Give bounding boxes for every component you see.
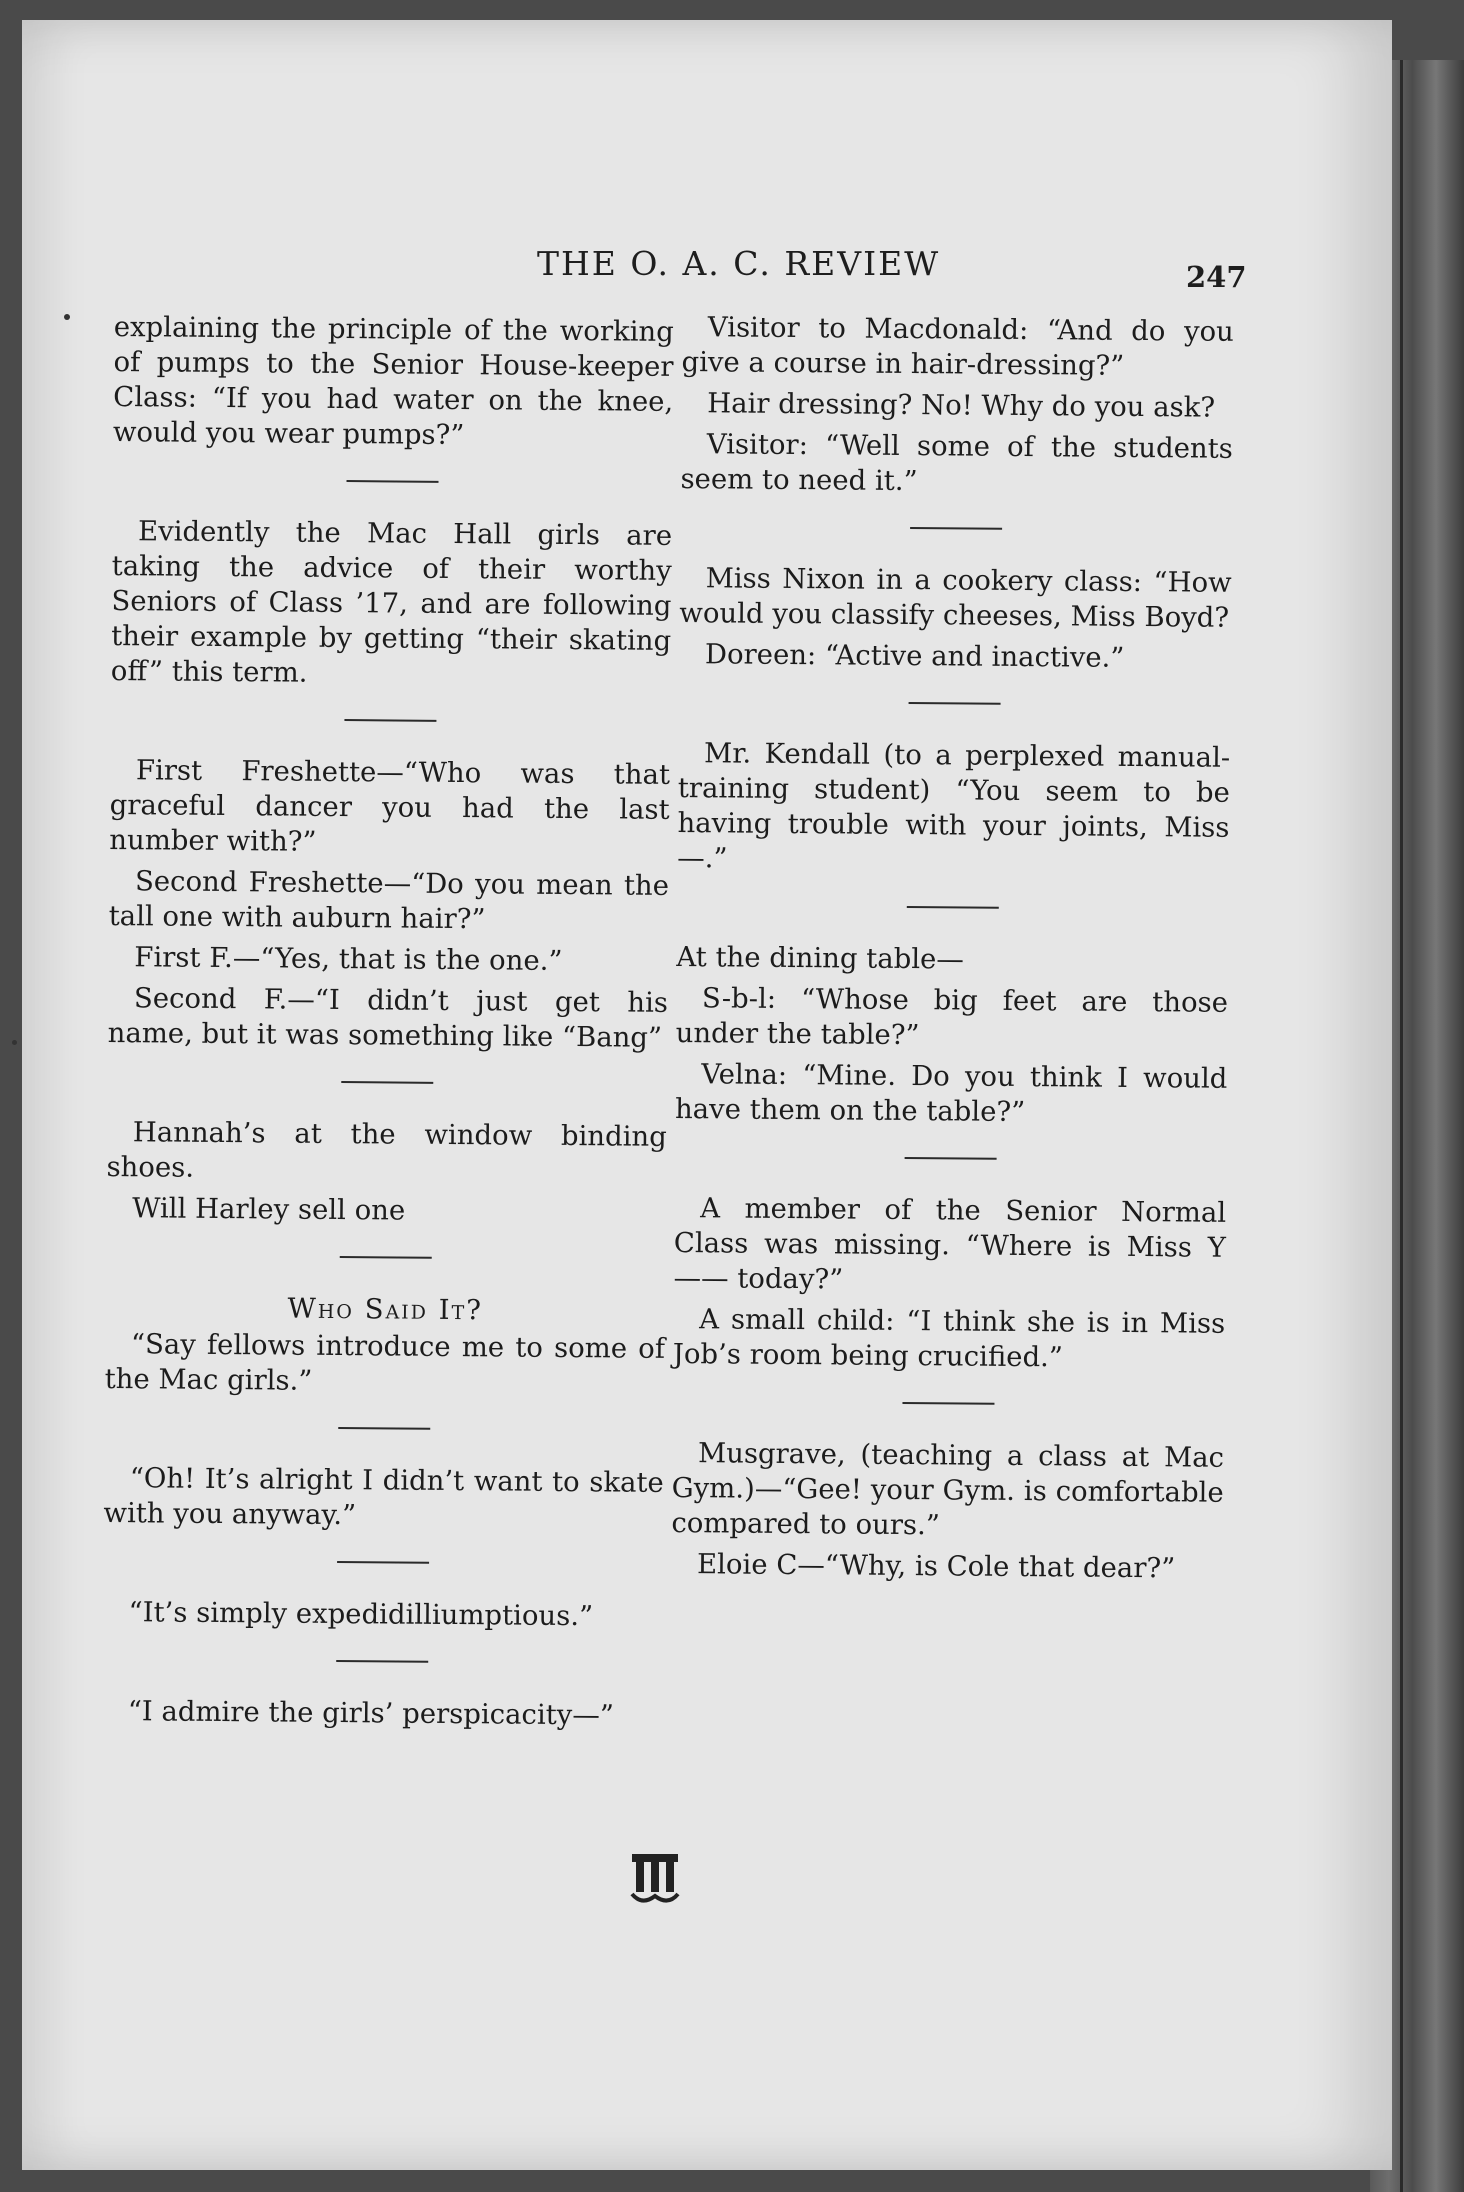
who-said-quote-2: “Oh! It’s alright I didn’t want to skate with you anyway.” — [103, 1462, 664, 1532]
dining-line-2: S-b-l: “Whose big feet are those under the table?” — [675, 982, 1229, 1052]
book-edge-shadow — [1400, 60, 1403, 2192]
visitor-line-1: Visitor to Macdonald: “And do you give a course in hair-dressing?” — [681, 311, 1234, 382]
page-number: 247 — [1186, 260, 1247, 294]
ink-speck — [64, 314, 70, 320]
running-title: THE O. A. C. REVIEW — [537, 244, 941, 283]
divider-rule — [910, 527, 1002, 530]
mac-hall-paragraph: Evidently the Mac Hall girls are taking the advice of their worthy Seniors of Class ’17, and are following their example by getting “their skating off” this term. — [110, 515, 673, 689]
divider-rule — [340, 1256, 432, 1259]
divider-rule — [336, 1660, 428, 1663]
book-page — [22, 20, 1392, 2170]
divider-rule — [347, 480, 439, 483]
dining-line-3: Velna: “Mine. Do you think I would have them on the table?” — [674, 1058, 1228, 1129]
freshette-line-4: Second F.—“I didn’t just get his name, but it was something like “Bang” — [107, 982, 669, 1054]
who-said-quote-1: “Say fellows introduce me to some of the Mac girls.” — [104, 1328, 666, 1397]
musgrave-line-1: Musgrave, (teaching a class at Mac Gym.)—“Gee! your Gym. is comfortable compared to ours.” — [671, 1437, 1225, 1542]
printer-ornament-icon — [628, 1850, 682, 1908]
ink-speck — [12, 1040, 17, 1045]
who-said-heading: Who Said It? — [287, 1292, 484, 1327]
divider-rule — [344, 719, 436, 722]
normal-class-line-1: A member of the Senior Normal Class was missing. “Where is Miss Y—— today?” — [673, 1192, 1227, 1296]
visitor-line-2: Hair dressing? No! Why do you ask? — [707, 387, 1216, 424]
freshette-line-3: First F.—“Yes, that is the one.” — [134, 941, 563, 977]
pumps-paragraph: explaining the principle of the working of pumps to the Senior House-keeper Class: “If you had water on the knee, would you wear pumps?” — [112, 310, 674, 452]
who-said-quote-4: “I admire the girls’ perspicacity—” — [127, 1695, 614, 1732]
divider-rule — [337, 1561, 429, 1564]
freshette-line-2: Second Freshette—“Do you mean the tall one with auburn hair?” — [108, 865, 670, 936]
freshette-line-1: First Freshette—“Who was that graceful dancer you had the last number with?” — [109, 754, 671, 858]
nixon-line-1: Miss Nixon in a cookery class: “How would you classify cheeses, Miss Boyd? — [679, 562, 1232, 634]
kendall-paragraph: Mr. Kendall (to a perplexed manual-training student) “You seem to be having trouble with your joints, Miss —.” — [677, 737, 1231, 875]
divider-rule — [907, 906, 999, 909]
who-said-quote-3: “It’s simply expedidilliumptious.” — [128, 1596, 594, 1633]
visitor-line-3: Visitor: “Well some of the students seem to need it.” — [680, 428, 1233, 498]
normal-class-line-2: A small child: “I think she is in Miss Job’s room being crucified.” — [672, 1303, 1226, 1374]
divider-rule — [902, 1402, 994, 1405]
divider-rule — [905, 1157, 997, 1160]
divider-rule — [909, 702, 1001, 705]
left-column — [102, 310, 674, 1740]
nixon-line-2: Doreen: “Active and inactive.” — [704, 638, 1125, 674]
hannah-line-2: Will Harley sell one — [132, 1192, 406, 1227]
dining-line-1: At the dining table— — [676, 940, 965, 976]
hannah-line-1: Hannah’s at the window binding shoes. — [106, 1116, 667, 1184]
right-column — [671, 310, 1234, 1593]
musgrave-line-2: Eloie C—“Why, is Cole that dear?” — [696, 1548, 1176, 1585]
divider-rule — [338, 1427, 430, 1430]
divider-rule — [341, 1081, 433, 1084]
